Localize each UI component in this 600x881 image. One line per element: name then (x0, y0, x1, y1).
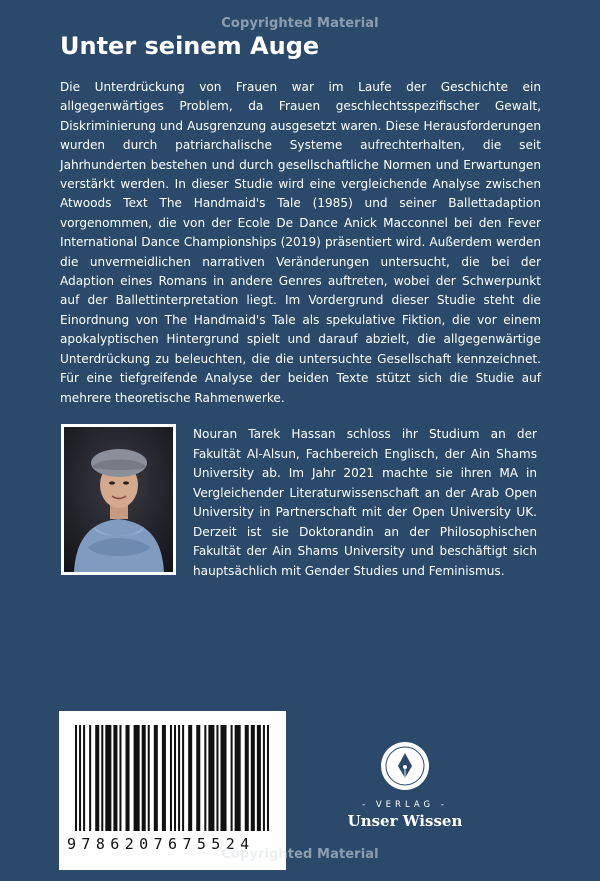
barcode-bar (178, 725, 180, 831)
barcode-bar (83, 725, 85, 831)
barcode-bar (170, 725, 172, 831)
barcode-bar (208, 725, 214, 831)
barcode-bars (73, 725, 273, 833)
barcode-bar (220, 725, 226, 831)
publisher-seal-icon (379, 740, 431, 792)
barcode-bar (263, 725, 265, 831)
author-bio: Nouran Tarek Hassan schloss ihr Studium an der Fakultät Al-Alsun, Fachbereich Englisch, der Ain Shams University ab. Im Jahr 2021 machte sie ihren MA in Vergleichender Literaturwissenschaft an der Arab Open University in Partnerschaft mit der Open University UK. Derzeit ist sie Doktorandin an der Philosophischen Fakultät der Ain Shams University und beschäftigt sich hauptsächlich mit Gender Studies und Feminismus. (193, 427, 537, 578)
publisher-verlag-label: - VERLAG - (362, 800, 448, 810)
barcode-bar (245, 725, 249, 831)
barcode-bar (105, 725, 111, 831)
book-abstract: Die Unterdrückung von Frauen war im Laufe der Geschichte ein allgegenwärtiges Problem, da Frauen geschlechtsspezifischer Gewalt, Diskriminierung und Ausgrenzung ausgesetzt waren. Diese Herausforderungen wurden durch patriarchalische Systeme aufrechterhalten, die seit Jahrhunderten bestehen und durch gesellschaftliche Normen und Erwartungen verstärkt werden. In dieser Studie wird eine vergleichende Analyse zwischen Atwoods Text The Handmaid's Tale (1985) und seiner Ballettadaption vorgenommen, die von der Ecole De Dance Anick Macconnel bei den Fever International Dance Championships (2019) präsentiert wird. Außerdem werden die unvermeidlichen narrativen Veränderungen untersucht, die bei der Adaption eines Romans in andere Genres auftreten, wobei der Schwerpunkt auf der Ballettinterpretation liegt. Im Vordergrund dieser Studie steht die Einordnung von The Handmaid's Tale als spekulative Fiktion, die vor einem apokalyptischen Hintergrund spielt und darauf abzielt, die allgegenwärtige Unterdrückung zu beleuchten, die die untersuchte Gesellschaft kennzeichnet. Für eine tiefgreifende Analyse der beiden Texte stützt sich die Studie auf mehrere theoretische Rahmenwerke. (60, 80, 541, 405)
barcode-bar (267, 725, 269, 831)
barcode-bar (148, 725, 150, 831)
barcode-bar (89, 725, 91, 831)
barcode-bar (75, 725, 77, 831)
barcode-bar (251, 725, 255, 831)
barcode-bar (119, 725, 121, 831)
isbn-digits: 9786207675524 (67, 835, 255, 853)
barcode-bar (257, 725, 261, 831)
barcode-bar (154, 725, 158, 831)
barcode-bar (134, 725, 140, 831)
barcode-bar (101, 725, 103, 831)
barcode-bar (216, 725, 218, 831)
barcode-bar (95, 725, 99, 831)
watermark-bottom: Copyrighted Material (221, 847, 379, 862)
watermark-top: Copyrighted Material (221, 16, 379, 31)
barcode-bar (174, 725, 176, 831)
publisher-logo (340, 740, 470, 830)
author-photo (61, 424, 176, 575)
author-portrait-image (64, 427, 173, 572)
barcode-bar (196, 725, 200, 831)
barcode-bar (182, 725, 184, 831)
barcode-bar (113, 725, 117, 831)
barcode-bar (142, 725, 146, 831)
publisher-name: Unser Wissen (347, 812, 463, 830)
barcode-bar (204, 725, 206, 831)
barcode-bar (162, 725, 166, 831)
book-title: Unter seinem Auge (60, 32, 320, 60)
barcode-bar (126, 725, 130, 831)
barcode-bar (235, 725, 241, 831)
barcode-bar (188, 725, 192, 831)
barcode-bar (79, 725, 81, 831)
barcode-bar (231, 725, 233, 831)
